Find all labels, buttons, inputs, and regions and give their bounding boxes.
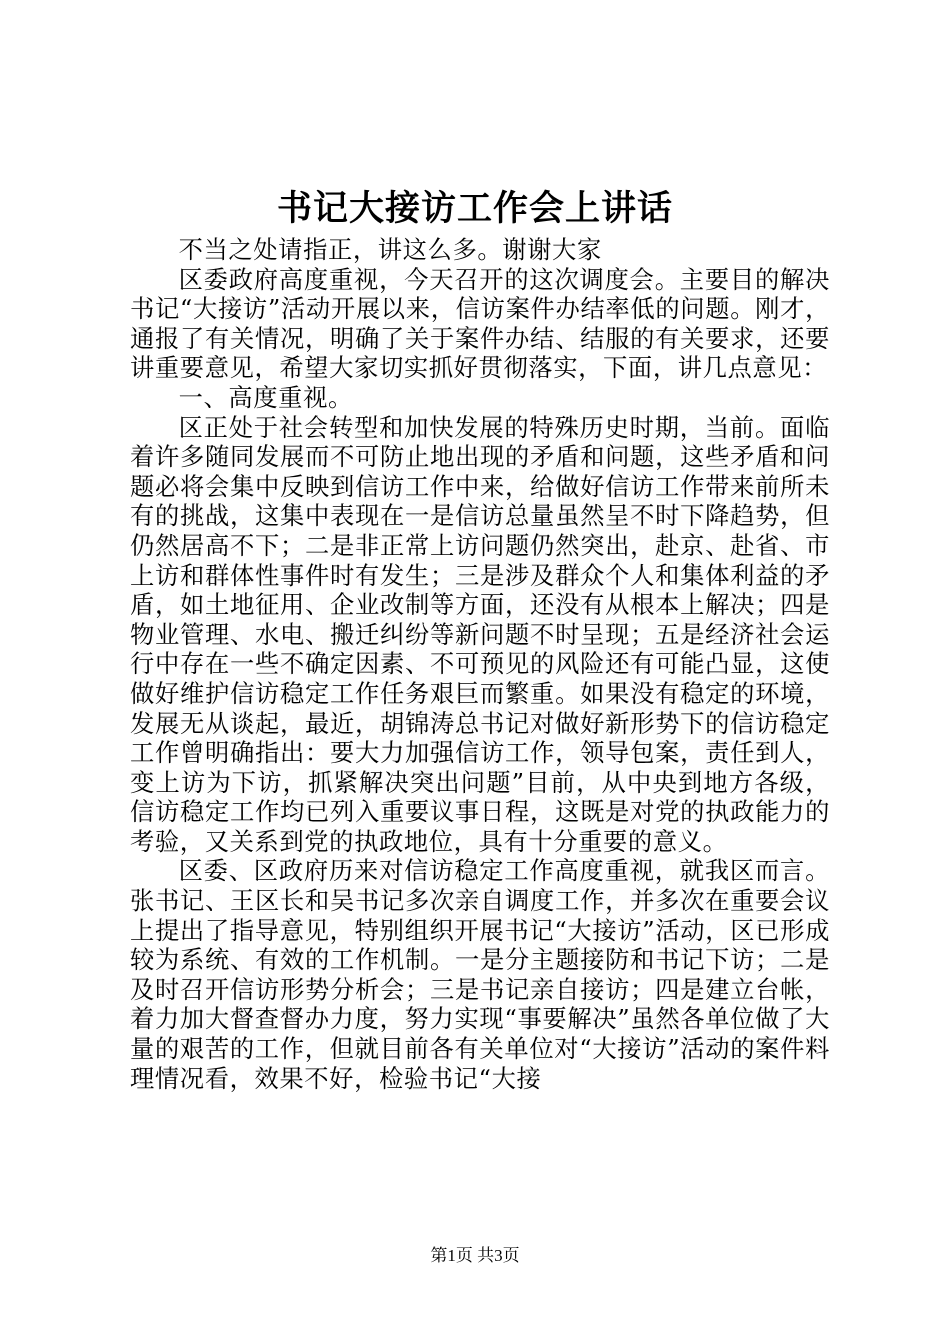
document-title: 书记大接访工作会上讲话 <box>276 188 673 229</box>
section-heading: 一、高度重视。 <box>178 382 353 412</box>
page-footer: 第1页 共3页 <box>430 1246 520 1265</box>
document-body <box>130 235 830 1093</box>
paragraph-introduction: 区委政府高度重视，今天召开的这次调度会。主要目的解决书记“大接访”活动开展以来，信访案件办结率低的问题。刚才，通报了有关情况，明确了关于案件办结、结服的有关要求，还要讲重要意见，希望大家切实抓好贯彻落实，下面，讲几点意见： <box>130 264 830 383</box>
paragraph-closing-remark: 不当之处请指正，讲这么多。谢谢大家 <box>178 235 602 264</box>
paragraph-situation: 区正处于社会转型和加快发展的特殊历史时期，当前。面临着许多随同发展而不可防止地出现的矛盾和问题，这些矛盾和问题必将会集中反映到信访工作中来，给做好信访工作带来前所未有的挑战，这集中表现在一是信访总量虽然呈不时下降趋势，但仍然居高不下；二是非正常上访问题仍然突出，赴京、赴省、市上访和群体性事件时有发生；三是涉及群众个人和集体利益的矛盾，如土地征用、企业改制等方面，还没有从根本上解决；四是物业管理、水电、搬迁纠纷等新问题不时呈现；五是经济社会运行中存在一些不确定因素、不可预见的风险还有可能凸显，这使做好维护信访稳定工作任务艰巨而繁重。如果没有稳定的环境，发展无从谈起，最近，胡锦涛总书记对做好新形势下的信访稳定工作曾明确指出：要大力加强信访工作，领导包案，责任到人，变上访为下访，抓紧解决突出问题”目前，从中央到地方各级，信访稳定工作均已列入重要议事日程，这既是对党的执政能力的考验，又关系到党的执政地位，具有十分重要的意义。 <box>130 412 830 856</box>
paragraph-work-mechanism: 区委、区政府历来对信访稳定工作高度重视，就我区而言。张书记、王区长和吴书记多次亲自调度工作，并多次在重要会议上提出了指导意见，特别组织开展书记“大接访”活动，区已形成较为系统、有效的工作机制。一是分主题接防和书记下访；二是及时召开信访形势分析会；三是书记亲自接访；四是建立台帐，着力加大督查督办力度，努力实现“事要解决”虽然各单位做了大量的艰苦的工作，但就目前各有关单位对“大接访”活动的案件料理情况看，效果不好，检验书记“大接 <box>130 856 830 1093</box>
